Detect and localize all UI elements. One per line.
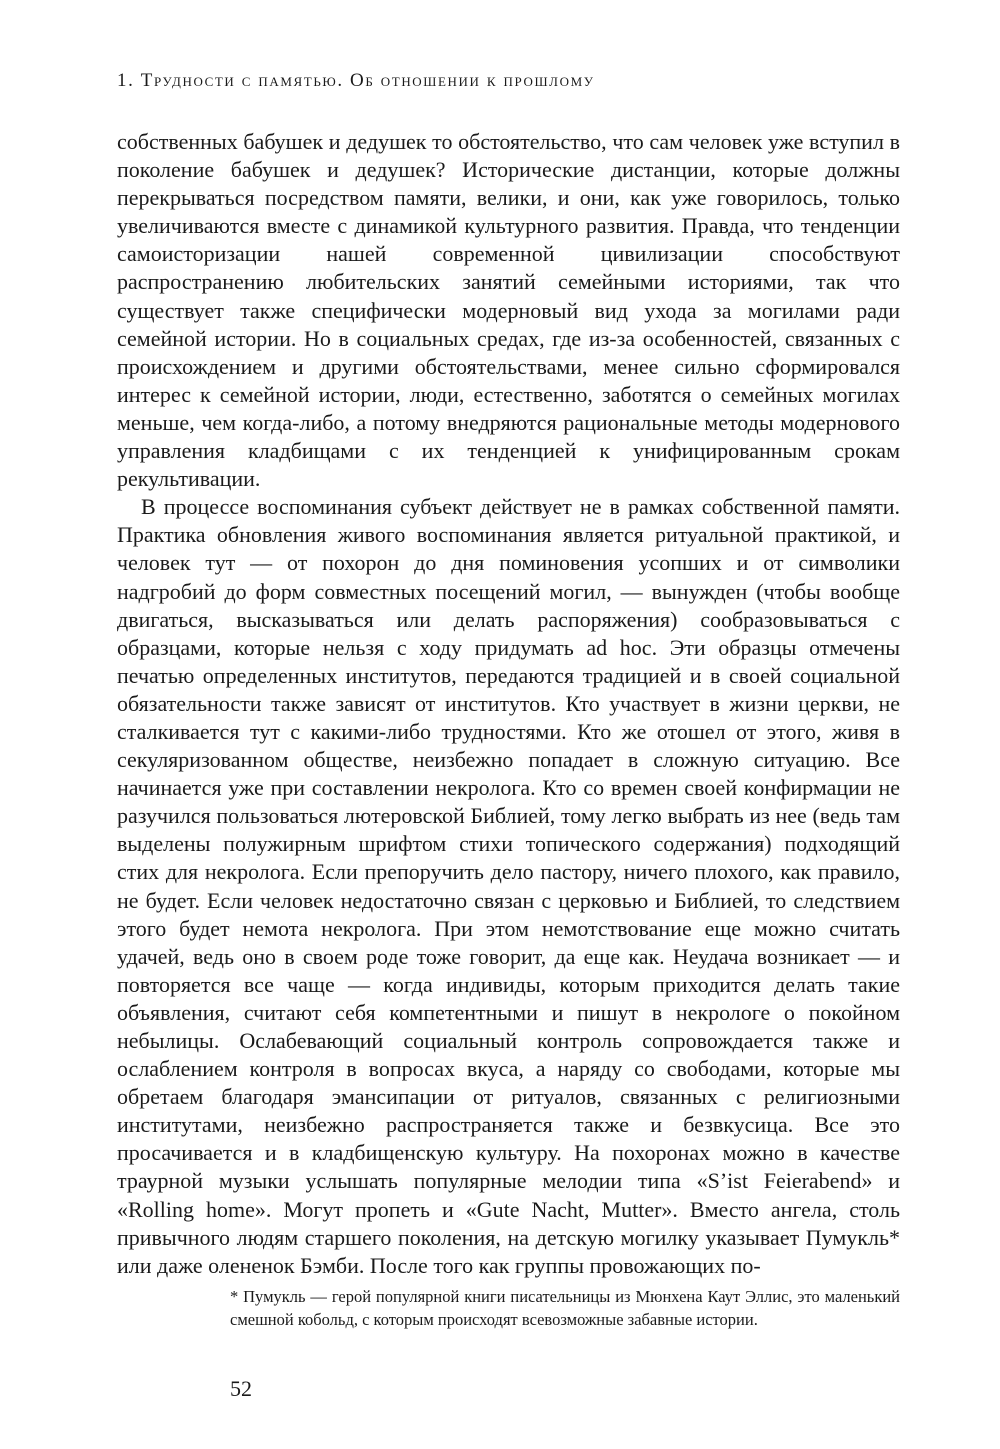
- paragraph: В процессе воспоминания субъект действует не в рамках собственной памяти. Практика обновления живого воспоминания является ритуальной практикой, и человек тут — от похорон до дня поминовения усопших и от символики надгробий до форм совместных посещений могил, — вынужден (чтобы вообще двигаться, высказываться или делать распоряжения) сообразовываться с образцами, которые нельзя с ходу придумать ad hoc. Эти образцы отмечены печатью определенных институтов, передаются традицией и в своей социальной обязательности также зависят от институтов. Кто участвует в жизни церкви, не сталкивается тут с какими-либо трудностями. Кто же отошел от этого, живя в секуляризованном обществе, неизбежно попадает в сложную ситуацию. Все начинается уже при составлении некролога. Кто со времен своей конфирмации не разучился пользоваться лютеровской Библией, тому легко выбрать из нее (ведь там выделены полужирным шрифтом стихи топического содержания) подходящий стих для некролога. Если препоручить дело пастору, ничего плохого, как правило, не будет. Если человек недостаточно связан с церковью и Библией, то следствием этого будет немота некролога. При этом немотствование еще можно считать удачей, ведь оно в своем роде тоже говорит, да еще как. Неудача возникает — и повторяется все чаще — когда индивиды, которым приходится делать такие объявления, считают себя компетентными и пишут в некрологе о покойном небылицы. Ослабевающий социальный контроль сопровождается также и ослаблением контроля в вопросах вкуса, а наряду со свободами, которые мы обретаем благодаря эмансипации от ритуалов, связанных с религиозными институтами, неизбежно распространяется также и безвкусица. Все это просачивается и в кладбищенскую культуру. На похоронах можно в качестве траурной музыки услышать популярные мелодии типа «S’ist Feierabend» и «Rolling home». Могут пропеть и «Gute Nacht, Mutter». Вместо ангела, столь привычного людям старшего поколения, на детскую могилку указывает Пумукль* или даже олененок Бэмби. После того как группы провожающих по-: [117, 494, 900, 1278]
- footnote: * Пумукль — герой популярной книги писательницы из Мюнхена Каут Эллис, это маленький смешной кобольд, с которым происходят всевозможные забавные истории.: [230, 1287, 900, 1329]
- main-text: [117, 128, 900, 1280]
- running-head: 1. Трудности с памятью. Об отношении к прошлому: [117, 70, 595, 91]
- paragraph: собственных бабушек и дедушек то обстоятельство, что сам человек уже вступил в поколение бабушек и дедушек? Исторические дистанции, которые должны перекрываться посредством памяти, велики, и они, как уже говорилось, только увеличиваются вместе с динамикой культурного развития. Правда, что тенденции самоисторизации нашей современной цивилизации способствуют распространению любительских занятий семейными историями, так что существует также специфически модерновый вид ухода за могилами ради семейной истории. Но в социальных средах, где из-за особенностей, связанных с происхождением и другими обстоятельствами, менее сильно сформировался интерес к семейной истории, люди, естественно, заботятся о семейных могилах меньше, чем когда-либо, а потому внедряются рациональные методы модернового управления кладбищами с их тенденцией к унифицированным срокам рекультивации.: [117, 129, 900, 492]
- page-number: 52: [230, 1376, 252, 1401]
